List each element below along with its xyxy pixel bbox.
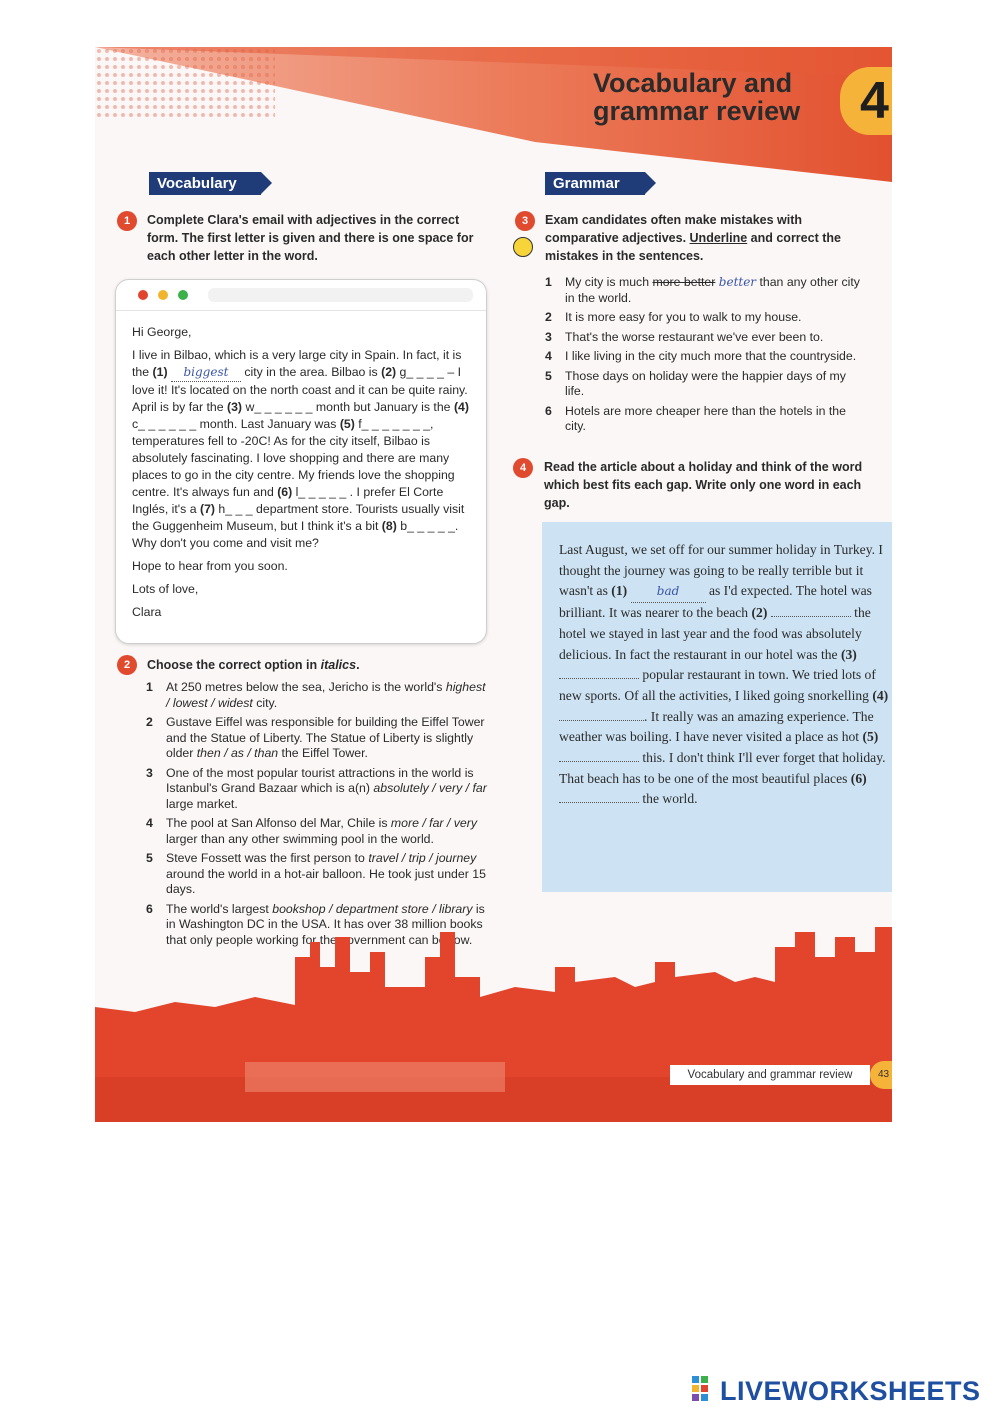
exercise-2-badge: 2 (117, 655, 137, 675)
item-text-b: larger than any other swimming pool in the world. (166, 831, 434, 846)
item-text[interactable]: Hotels are more cheaper here than the hotels in the city. (565, 403, 846, 433)
item-options[interactable]: absolutely / very / far (373, 781, 487, 795)
item-text-a: The world's largest (166, 901, 273, 916)
item-text-a: The pool at San Alfonso del Mar, Chile is (166, 816, 391, 830)
exercise-3-item (545, 369, 860, 400)
item-number: 5 (545, 368, 552, 383)
title-line-2: grammar review (593, 96, 801, 126)
exercise-3-item (545, 349, 860, 365)
item-options[interactable]: travel / trip / journey (368, 851, 477, 865)
grammar-tag: Grammar (545, 172, 645, 195)
item-number: 1 (146, 680, 153, 694)
email-closing-1: Hope to hear from you soon. (132, 559, 288, 573)
exercise-2-item (146, 816, 491, 847)
item-number: 2 (545, 310, 552, 324)
item-text[interactable]: That's the worse restaurant we've ever been to. (565, 329, 824, 344)
item-number: 3 (146, 765, 153, 780)
item-text-a: Gustave Eiffel was responsible for building the Eiffel Tower and the Statue of Liberty. The Statue of Liberty is slightly older (166, 715, 485, 760)
close-dot-icon (138, 290, 148, 300)
email-titlebar (116, 280, 486, 311)
vocabulary-tag: Vocabulary (149, 172, 261, 195)
struck-text: more better (652, 275, 716, 289)
email-address-bar (208, 288, 473, 302)
item-text-b: than any other city in the world. (565, 275, 860, 305)
item-options[interactable]: bookshop / department store / library (272, 901, 473, 916)
item-number: 3 (545, 329, 552, 344)
liveworksheets-logo-icon (692, 1374, 718, 1406)
article-gap-4-input[interactable] (559, 720, 644, 721)
liveworksheets-brand: LIVEWORKSHEETS (720, 1376, 981, 1406)
item-number: 1 (545, 275, 552, 289)
minimize-dot-icon (158, 290, 168, 300)
item-options[interactable]: highest / lowest / widest (166, 680, 486, 710)
gap-1-input[interactable]: biggest (171, 364, 241, 382)
article-box (542, 522, 892, 892)
item-text-b: city. (252, 695, 278, 710)
exercise-3-item (545, 275, 860, 306)
item-number: 6 (545, 403, 552, 418)
exercise-2-item (146, 851, 491, 898)
item-number: 4 (545, 349, 552, 363)
item-number: 4 (146, 816, 153, 830)
title-line-1: Vocabulary and (593, 68, 793, 98)
article-gap-3-input[interactable] (559, 678, 639, 679)
email-greeting: Hi George, (132, 325, 192, 339)
item-text-b: is in Washington DC in the USA. It has over 38 million books that only people working for the government can borrow. (166, 901, 485, 947)
item-text[interactable]: My city is much (565, 275, 653, 289)
maximize-dot-icon (178, 290, 188, 300)
item-options[interactable]: then / as / than (196, 746, 279, 760)
item-text-b: the Eiffel Tower. (278, 746, 368, 760)
article-gap-2-input[interactable] (771, 616, 851, 617)
article-gap-6-input[interactable] (559, 802, 639, 803)
exercise-2-item (146, 766, 491, 813)
item-number: 2 (146, 715, 153, 729)
unit-number: 4 (860, 72, 889, 130)
page-title (593, 69, 853, 125)
exam-eye-icon (513, 237, 533, 257)
exercise-3-item (545, 330, 860, 346)
item-text[interactable]: I like living in the city much more that the countryside. (565, 349, 857, 363)
item-text-a: One of the most popular tourist attractions in the world is Istanbul's Grand Bazaar which is a(n) (166, 765, 474, 795)
exercise-2-instruction: Choose the correct option in italics. (147, 658, 360, 672)
exercise-1-instruction: Complete Clara's email with adjectives in the correct form. The first letter is given and there is one space for each other letter in the word. (147, 213, 474, 263)
article-gap-5-input[interactable] (559, 761, 639, 762)
exercise-3-list (545, 275, 860, 439)
city-skyline-illustration (95, 927, 892, 1122)
item-text-b: around the world in a hot-air balloon. He took just under 15 days. (166, 866, 486, 896)
exercise-3-badge: 3 (515, 211, 535, 231)
exercise-3-item (545, 310, 860, 326)
email-signature: Clara (132, 605, 162, 619)
email-closing-2: Lots of love, (132, 582, 199, 596)
item-text-b: large market. (166, 796, 238, 811)
exercise-3-item (545, 404, 860, 435)
email-body (132, 324, 477, 627)
exercise-2-list (146, 680, 491, 952)
item-number: 6 (146, 901, 153, 916)
article-gap-1-input[interactable]: bad (631, 581, 706, 603)
footer-label: Vocabulary and grammar review (670, 1065, 870, 1085)
item-text[interactable]: It is more easy for you to walk to my house. (565, 310, 802, 324)
exercise-1-badge: 1 (117, 211, 137, 231)
item-text-a: Steve Fossett was the first person to (166, 851, 369, 865)
exercise-4-badge: 4 (513, 458, 533, 478)
article-text: Last August, we set off for our summer holiday in Turkey. I thought the journey was going to be really terrible but it wasn't as (1) bad as I'd expected. The hotel was brilliant. It was nearer to the beach (2) the hotel we stayed in last year and the food was absolutely delicious. In fact the restaurant in our hotel was the (3) popular restaurant in town. We tried lots of new sports. Of all the activities, I liked going snorkelling (4) . It really was an amazing experience. The weather was boiling. I have never visited a place as hot (5) this. I don't think I'll ever forget that holiday. That beach has to be one of the most beautiful places (6) the world. (559, 542, 889, 807)
worksheet-page (95, 47, 892, 1122)
email-window (115, 279, 487, 644)
email-paragraph: I live in Bilbao, which is a very large city in Spain. In fact, it is the (1) biggest city in the area. Bilbao is (2) g_ _ _ _ – I love it! It's located on the north coast and it can be quite rainy. April is by far the (3) w_ _ _ _ _ _ month but January is the (4) c_ _ _ _ _ _ month. Last January was (5) f_ _ _ _ _ _ _, temperatures fell to -20C! As for the city itself, Bilbao is absolutely fascinating. I love shopping and there are many places to go in the city centre. My friends love the shopping centre. It's always fun and (6) l_ _ _ _ _ . I prefer El Corte Inglés, it's a (7) h_ _ _ department store. Tourists usually visit the Guggenheim Museum, but I think it's a bit (8) b_ _ _ _ _. Why don't you come and visit me? (132, 348, 469, 550)
item-number: 5 (146, 851, 153, 865)
exercise-2-item (146, 680, 491, 711)
item-text[interactable]: Those days on holiday were the happier days of my life. (565, 368, 846, 398)
item-text-a: At 250 metres below the sea, Jericho is the world's (166, 680, 446, 694)
exercise-2-item (146, 715, 491, 762)
exercise-4-instruction: Read the article about a holiday and think of the word which best fits each gap. Write only one word in each gap. (544, 460, 863, 510)
page-number: 43 (870, 1061, 892, 1089)
handwritten-correction: better (718, 275, 757, 289)
item-options[interactable]: more / far / very (390, 816, 477, 830)
exercise-3-instruction: Exam candidates often make mistakes with comparative adjectives. Underline and correct the mistakes in the sentences. (545, 213, 841, 263)
